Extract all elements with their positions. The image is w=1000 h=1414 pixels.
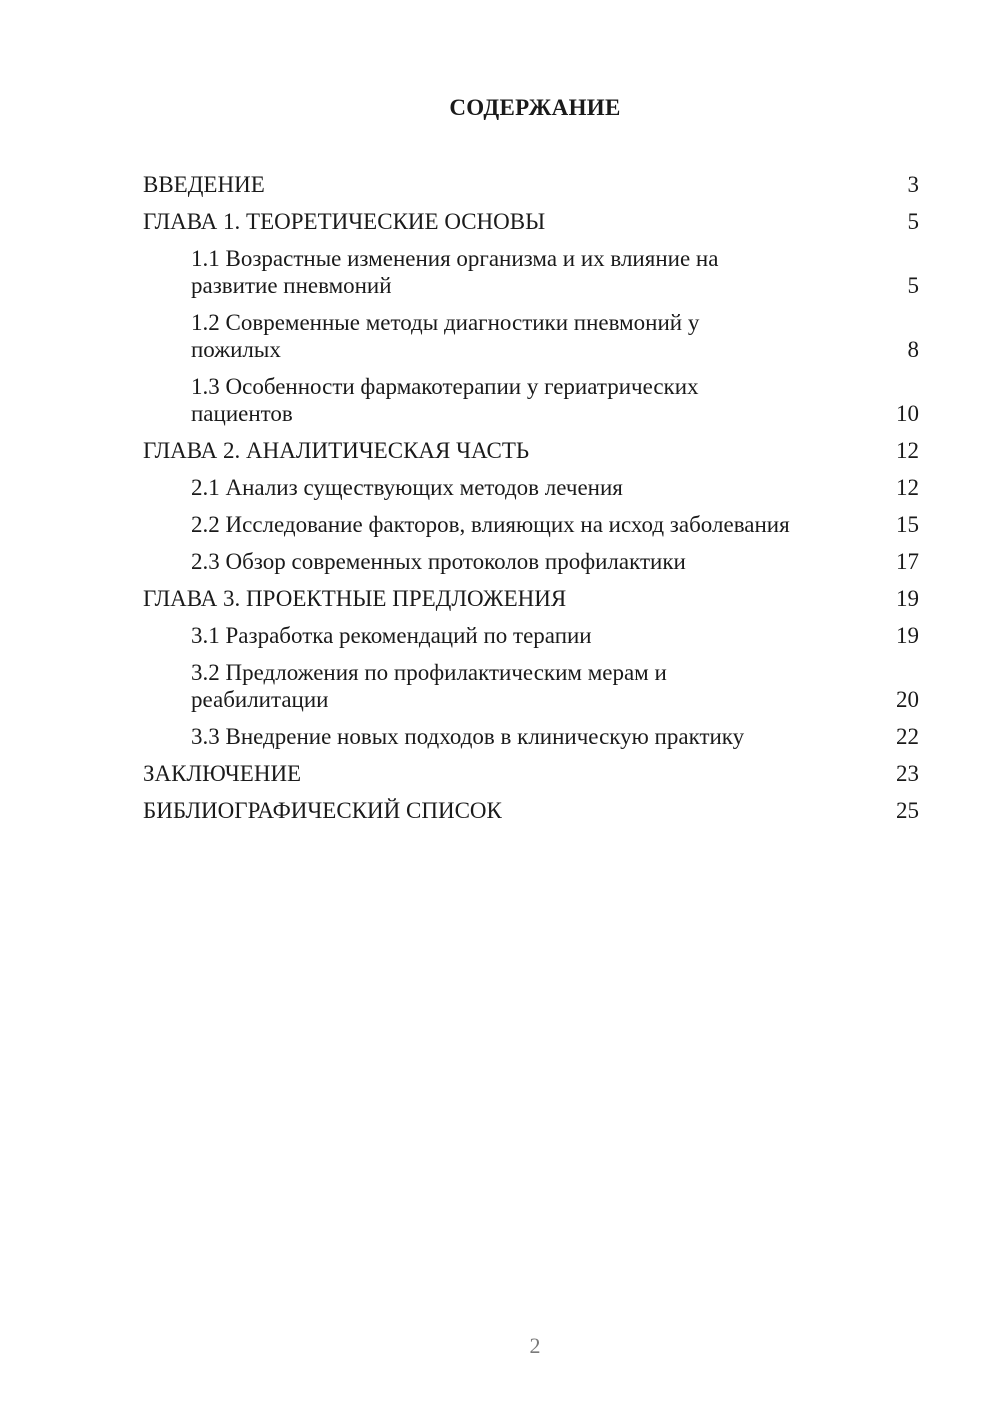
toc-entry-chapter-3[interactable] [143, 582, 919, 619]
toc-entry-chapter-2[interactable] [143, 434, 919, 471]
toc-entry-section-1-2[interactable] [143, 306, 919, 370]
toc-entry-page: 25 [896, 798, 919, 823]
toc-entry-label: 3.3 Внедрение новых подходов в клиническую практику [191, 724, 745, 749]
toc-entry-label: 2.1 Анализ существующих методов лечения [191, 475, 623, 500]
toc-entry-label: 2.3 Обзор современных протоколов профилактики [191, 549, 686, 574]
toc-entry-section-2-3[interactable] [143, 545, 919, 582]
toc-entry-page: 12 [896, 438, 919, 463]
page-number: 2 [529, 1333, 541, 1358]
table-of-contents [143, 168, 919, 831]
toc-entry-label: ГЛАВА 1. ТЕОРЕТИЧЕСКИЕ ОСНОВЫ [143, 209, 546, 234]
page-title: СОДЕРЖАНИЕ [449, 95, 621, 120]
toc-entry-label: 2.2 Исследование факторов, влияющих на исход заболевания [191, 512, 790, 537]
toc-entry-section-3-2[interactable] [143, 656, 919, 720]
toc-entry-page: 17 [896, 549, 919, 574]
toc-entry-page: 23 [896, 761, 919, 786]
toc-entry-page: 8 [907, 337, 919, 362]
toc-entry-section-2-2[interactable] [143, 508, 919, 545]
toc-entry-conclusion[interactable] [143, 757, 919, 794]
toc-entry-introduction[interactable] [143, 168, 919, 205]
toc-entry-page: 19 [896, 586, 919, 611]
toc-entry-page: 10 [896, 401, 919, 426]
toc-entry-label: 1.2 Современные методы диагностики пневмоний у пожилых [191, 310, 700, 362]
toc-entry-section-3-3[interactable] [143, 720, 919, 757]
toc-entry-section-3-1[interactable] [143, 619, 919, 656]
toc-entry-label: ВВЕДЕНИЕ [143, 172, 265, 197]
toc-entry-section-1-1[interactable] [143, 242, 919, 306]
toc-entry-page: 5 [907, 209, 919, 234]
toc-entry-label: БИБЛИОГРАФИЧЕСКИЙ СПИСОК [143, 798, 502, 823]
toc-entry-page: 22 [896, 724, 919, 749]
toc-entry-label: 1.3 Особенности фармакотерапии у гериатрических пациентов [191, 374, 699, 426]
toc-entry-page: 19 [896, 623, 919, 648]
toc-entry-bibliography[interactable] [143, 794, 919, 831]
toc-entry-page: 5 [907, 273, 919, 298]
toc-entry-page: 12 [896, 475, 919, 500]
toc-entry-label: ГЛАВА 2. АНАЛИТИЧЕСКАЯ ЧАСТЬ [143, 438, 530, 463]
toc-entry-page: 20 [896, 687, 919, 712]
toc-entry-chapter-1[interactable] [143, 205, 919, 242]
toc-entry-page: 3 [907, 172, 919, 197]
toc-entry-label: 3.1 Разработка рекомендаций по терапии [191, 623, 592, 648]
toc-entry-label: ГЛАВА 3. ПРОЕКТНЫЕ ПРЕДЛОЖЕНИЯ [143, 586, 567, 611]
toc-entry-label: ЗАКЛЮЧЕНИЕ [143, 761, 302, 786]
toc-entry-page: 15 [896, 512, 919, 537]
toc-entry-label: 3.2 Предложения по профилактическим мерам и реабилитации [191, 660, 667, 712]
toc-entry-section-2-1[interactable] [143, 471, 919, 508]
toc-entry-section-1-3[interactable] [143, 370, 919, 434]
toc-entry-label: 1.1 Возрастные изменения организма и их влияние на развитие пневмоний [191, 246, 719, 298]
